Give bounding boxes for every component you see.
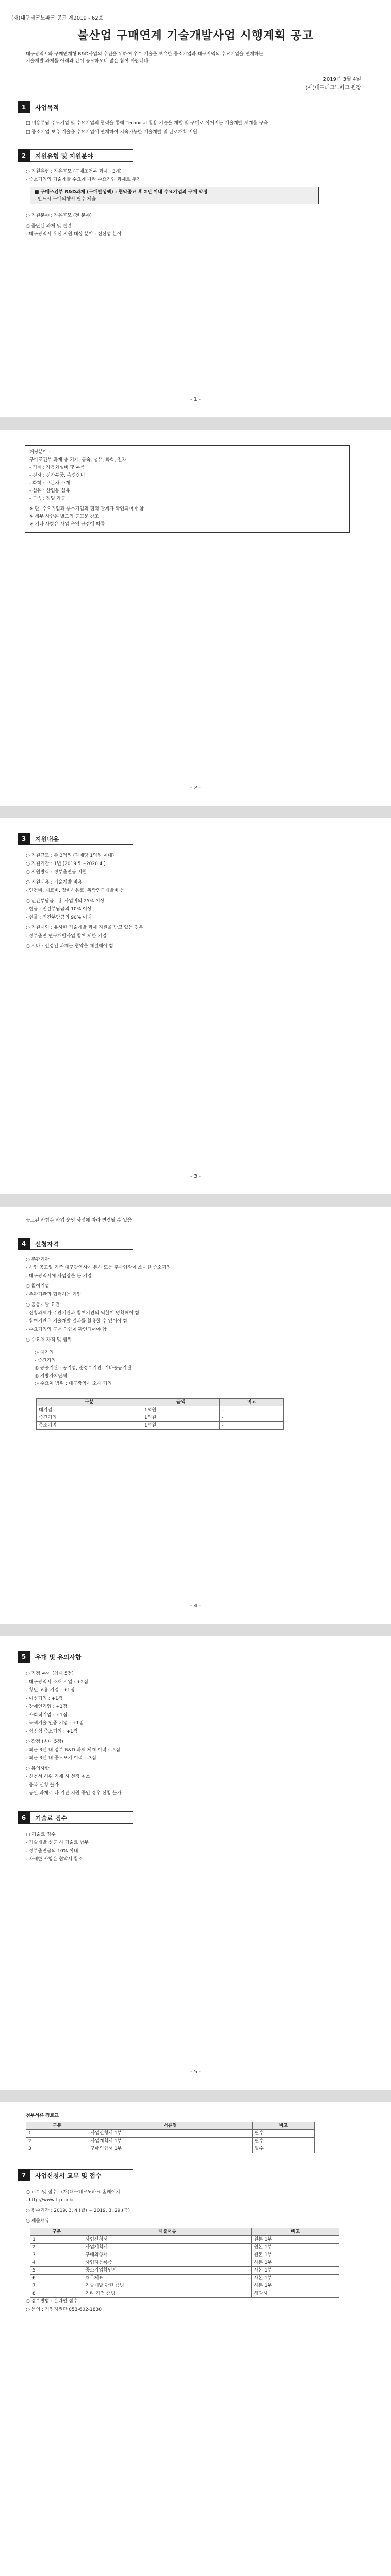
page-4 xyxy=(0,1207,391,1624)
box-line: - 기계 : 자동화설비 및 부품 xyxy=(29,465,85,470)
page-2 xyxy=(0,430,391,806)
table-cell: 중견기업 xyxy=(37,1414,142,1422)
s7-tail-line: ○ 접수방법 : 온라인 접수 xyxy=(26,2299,78,2304)
table-cell: 3 xyxy=(30,2251,83,2259)
s2-line-1: ○ 지원유형 : 자유공모 (구매조건부 과제 : 3개) xyxy=(26,169,122,174)
s7-tail-line: ○ 문의 : 기업지원단 053-602-1830 xyxy=(26,2307,102,2312)
column-header: 금액 xyxy=(142,1399,220,1406)
table-cell: 사본 1부 xyxy=(252,2267,339,2275)
page-3-tail: 공고된 사항은 사업 운영 사정에 따라 변경될 수 있음 xyxy=(26,1218,132,1223)
s5-line: ○ 감점 (최대 5점) xyxy=(26,1739,63,1744)
s6-line: - 기술개발 성공 시 기술료 납부 xyxy=(26,1840,89,1845)
table-row xyxy=(30,2236,339,2244)
s1-line-2: □ 중소기업 보유 기술을 수요기업에 연계하여 지속가능한 기술개발 및 판로개척 지원 xyxy=(26,130,198,135)
section-number: 2 xyxy=(18,149,30,162)
s5-line: ○ 가점 부여 (최대 5점) xyxy=(26,1671,74,1676)
s4-line: - 주관기관과 협력하는 기업 xyxy=(26,1292,82,1297)
box-line: - 중견기업 xyxy=(35,1358,56,1363)
page-separator xyxy=(0,2090,391,2102)
issuer: (재)대구테크노파크 원장 xyxy=(305,85,361,91)
table-cell: 사본 1부 xyxy=(252,2282,339,2290)
table-cell: 사업신청서 xyxy=(83,2236,252,2244)
box-line: - 섬유 : 산업용 섬유 xyxy=(29,488,70,494)
table-cell: 기술개발 관련 증빙 xyxy=(83,2282,252,2290)
table-cell: 5 xyxy=(30,2267,83,2275)
box-line: ◎ 대기업 xyxy=(35,1350,54,1355)
table-cell: 필수 xyxy=(252,2145,314,2153)
table-cell: - xyxy=(220,1422,284,1430)
table-cell: 대기업 xyxy=(37,1406,142,1414)
s3-line: ○ 민간부담금 : 총 사업비의 25% 이상 xyxy=(26,899,105,904)
s4-line: ○ 주관기관 xyxy=(26,1257,50,1262)
section-number: 6 xyxy=(18,1811,30,1824)
section-2-heading xyxy=(18,149,133,162)
table-cell: 2 xyxy=(26,2138,88,2145)
eligibility-table xyxy=(36,1398,284,1430)
table-cell: 6 xyxy=(30,2275,83,2282)
s5-line: - 사회적기업 : +1점 xyxy=(26,1713,68,1718)
s5-line: - 대구광역시 소재 기업 : +2점 xyxy=(26,1680,88,1685)
table-row xyxy=(26,2145,315,2153)
table-cell: 1억원 xyxy=(142,1406,220,1414)
table-row xyxy=(37,1422,284,1430)
intro-line-1: 대구광역시와 구매연계형 R&D사업의 추진을 위하여 우수 기술을 보유한 중소기업과 대구지역의 수요기업을 연계하는 xyxy=(26,52,264,57)
s2-line-2: - 중소기업의 기술개발 수요에 따라 수요기업 과제로 추진 xyxy=(26,177,141,182)
table-row xyxy=(30,2244,339,2251)
table-cell: 3 xyxy=(26,2145,88,2153)
doc-number: (재)대구테크노파크 공고 제2019 - 62호 xyxy=(11,15,104,21)
table-row xyxy=(26,2130,315,2138)
s4-line: - 신청과제가 주관기관과 참여기관의 역할이 명확해야 함 xyxy=(26,1311,140,1316)
column-header: 구분 xyxy=(37,1399,142,1406)
table-cell: 1억원 xyxy=(142,1422,220,1430)
page-separator xyxy=(0,1624,391,1636)
section-title: 우대 및 유의사항 xyxy=(30,1651,133,1663)
s4-line: - 대구광역시에 사업장을 둔 기업 xyxy=(26,1274,92,1279)
table-cell: 사본 1부 xyxy=(252,2275,339,2282)
box-line: ◎ 지방자치단체 xyxy=(35,1374,67,1379)
table-row xyxy=(30,2282,339,2290)
s5-line: - 여성기업 : +1점 xyxy=(26,1696,63,1701)
s5-line: - 녹색기술 인증 기업 : +1점 xyxy=(26,1721,84,1726)
box-line: 구매조건부 과제 중 기계, 금속, 섬유, 화학, 전자 xyxy=(29,457,126,463)
column-header: 비고 xyxy=(252,2228,339,2236)
column-header: 구분 xyxy=(30,2228,83,2236)
section-title: 지원유형 및 지원분야 xyxy=(30,149,133,162)
section-4-heading xyxy=(18,1238,133,1250)
s7-line: ○ 교부 및 접수 : (재)대구테크노파크 홈페이지 xyxy=(26,2190,120,2195)
s2-line-6: ○ 중단된 과제 및 관련 xyxy=(26,224,72,229)
page-6 xyxy=(0,2102,391,2576)
s5-line: - 동일 과제로 타 기관 지원 중인 경우 신청 불가 xyxy=(26,1791,122,1796)
section-number: 3 xyxy=(18,833,30,845)
s5-line: - 신청서 허위 기재 시 선정 취소 xyxy=(26,1774,90,1780)
page-number: - 2 - xyxy=(190,785,201,791)
table-cell: 필수 xyxy=(252,2138,314,2145)
table-cell: 사본 1부 xyxy=(252,2259,339,2267)
eligibility-box xyxy=(30,1347,339,1391)
table-cell: 원본 1부 xyxy=(252,2251,339,2259)
submission-table xyxy=(30,2228,339,2298)
s2-line-5: ○ 지원분야 : 자유공모 (전 분야) xyxy=(26,213,92,218)
s2-line-7: - 대구광역시 우선 지원 대상 분야 : 신산업 분야 xyxy=(26,232,122,237)
page-title: 불산업 구매연계 기술개발사업 시행계획 공고 xyxy=(77,29,314,42)
table-cell: 원본 1부 xyxy=(252,2244,339,2251)
s5-line: - 장애인기업 : +1점 xyxy=(26,1704,68,1709)
s3-line: ○ 지원내용 : 기술개발 비용 xyxy=(26,880,83,885)
s4-line: ○ 수요처 자격 및 범위 xyxy=(26,1337,72,1343)
section-title: 기술료 징수 xyxy=(30,1811,133,1824)
box-line: ※ 세부 사항은 별도의 공고문 참조 xyxy=(29,514,99,519)
s3-line: ○ 지원방식 : 정부출연금 지원 xyxy=(26,870,87,875)
page-1 xyxy=(0,0,391,417)
table-cell: 해당시 xyxy=(252,2290,339,2298)
section-1-heading xyxy=(18,101,133,113)
table-cell: 원본 1부 xyxy=(252,2236,339,2244)
table-cell: 사업계획서 xyxy=(83,2244,252,2251)
section-title: 사업목적 xyxy=(30,101,133,113)
table-cell: 중소기업 xyxy=(37,1422,142,1430)
s4-line: - 수요기업의 구매 의향이 확인되어야 함 xyxy=(26,1327,107,1332)
table-row xyxy=(30,2267,339,2275)
s5-line: - 중복 신청 불가 xyxy=(26,1783,59,1788)
section-7-heading xyxy=(18,2169,133,2181)
table-row xyxy=(26,2138,315,2145)
table-row xyxy=(30,2251,339,2259)
table-cell: - xyxy=(220,1414,284,1422)
page-separator xyxy=(0,1194,391,1207)
page-number: - 4 - xyxy=(190,1603,201,1609)
table-cell: 구매의향서 1부 xyxy=(88,2145,252,2153)
s5-line: ○ 유의사항 xyxy=(26,1766,50,1771)
section-number: 5 xyxy=(18,1651,30,1663)
table-cell: 사업신청서 1부 xyxy=(88,2130,252,2138)
s4-line: ○ 공동개발 요건 xyxy=(26,1302,60,1308)
s6-line: □ 기술료 징수 xyxy=(26,1832,56,1837)
box-line: ◎ 공공기관 : 공기업, 준정부기관, 기타공공기관 xyxy=(35,1366,132,1371)
table-cell: 1 xyxy=(30,2236,83,2244)
table-cell: 구매의향서 xyxy=(83,2251,252,2259)
s3-line: - 현금 : 민간부담금의 10% 이상 xyxy=(26,907,92,912)
box-line: ※ 기타 사항은 사업 운영 규정에 따름 xyxy=(29,522,105,527)
table-row xyxy=(37,1414,284,1422)
s2-highlight-line: ■ 구매조건부 R&D과제 (구매발생액) : 협약종료 후 2년 이내 수요기업의 구매 약정 xyxy=(35,190,208,195)
highlight-box xyxy=(30,187,319,204)
section-number: 4 xyxy=(18,1238,30,1250)
s1-line-1: □ 비용부담 주도기업 및 수요기업의 협력을 통해 Technical 활용 기술을 개발 및 구매로 이어지는 기술개발 체계를 구축 xyxy=(26,121,268,126)
column-header: 구분 xyxy=(26,2122,88,2130)
table-cell: - xyxy=(220,1406,284,1414)
page-3 xyxy=(0,818,391,1194)
table-cell: 1억원 xyxy=(142,1414,220,1422)
s2-highlight-sub: - 반드시 구매의향서 필수 제출 xyxy=(35,197,96,202)
checklist-title: 첨부서류 검토표 xyxy=(26,2113,59,2119)
table-cell: 2 xyxy=(30,2244,83,2251)
s5-line: - 혁신형 중소기업 : +1점 xyxy=(26,1729,78,1734)
box-line: - 화학 : 고분자 소재 xyxy=(29,481,70,486)
table-cell: 4 xyxy=(30,2259,83,2267)
table-row xyxy=(30,2290,339,2298)
section-number: 1 xyxy=(18,101,30,113)
table-cell: 사업자등록증 xyxy=(83,2259,252,2267)
s4-line: - 사업 공고일 기준 대구광역시에 본사 또는 주사업장이 소재한 중소기업 xyxy=(26,1265,171,1270)
page-number: - 5 - xyxy=(190,2069,201,2075)
s5-line: - 청년 고용 기업 : +1점 xyxy=(26,1688,75,1693)
s4-line: ○ 참여기업 xyxy=(26,1284,50,1289)
table-cell: 필수 xyxy=(252,2130,314,2138)
s3-line: ○ 기타 : 선정된 과제는 협약을 체결해야 함 xyxy=(26,944,114,949)
s4-line: - 참여기관은 기술개발 결과를 활용할 수 있어야 함 xyxy=(26,1319,128,1324)
s3-line: - 현물 : 민간부담금의 90% 이내 xyxy=(26,915,92,920)
box-line: ※ 단, 수요기업과 중소기업의 협력 관계가 확인되어야 함 xyxy=(29,506,144,512)
s3-line: ○ 지원규모 : 총 3억원 (과제당 1억원 이내) xyxy=(26,853,115,858)
s3-line: - 정부출연 연구개발사업 참여 제한 기업 xyxy=(26,934,107,939)
s6-line: - 자세한 사항은 협약서 참조 xyxy=(26,1857,83,1862)
s3-line: ○ 지원제외 : 유사한 기술개발 과제 지원을 받고 있는 경우 xyxy=(26,925,143,930)
box-line: - 금속 : 정밀 가공 xyxy=(29,496,66,501)
section-title: 신청자격 xyxy=(30,1238,133,1250)
s3-line: ○ 지원기간 : 1년 (2019.5.~2020.4.) xyxy=(26,861,106,867)
table-cell: 8 xyxy=(30,2290,83,2298)
table-cell: 7 xyxy=(30,2282,83,2290)
section-5-heading xyxy=(18,1651,133,1663)
table-cell: 1 xyxy=(26,2130,88,2138)
checklist-table xyxy=(26,2122,315,2153)
column-header: 비고 xyxy=(220,1399,284,1406)
date: 2019년 3월 4일 xyxy=(323,77,361,82)
box-line: ◎ 수요처 범위 : 대구광역시 소재 기업 xyxy=(35,1381,112,1386)
s6-line: - 정부출연금의 10% 이내 xyxy=(26,1849,78,1854)
intro-line-2: 기술개발 과제를 아래와 같이 공모하오니 많은 참여 바랍니다. xyxy=(26,59,150,64)
column-header: 서류명 xyxy=(88,2122,252,2130)
table-row xyxy=(30,2259,339,2267)
s7-line: - http://www.ttp.or.kr xyxy=(26,2198,74,2203)
box-line: 해당분야 : xyxy=(29,450,51,455)
section-title: 지원내용 xyxy=(30,833,133,845)
page-number: - 1 - xyxy=(190,397,201,402)
table-row xyxy=(30,2275,339,2282)
s7-line: ○ 접수기간 : 2019. 3. 4.(월) ~ 2019. 3. 29.(금) xyxy=(26,2208,130,2213)
page-5 xyxy=(0,1636,391,2090)
notice-box xyxy=(25,445,350,533)
table-row xyxy=(37,1406,284,1414)
table-cell: 재무제표 xyxy=(83,2275,252,2282)
page-separator xyxy=(0,806,391,818)
page-separator xyxy=(0,417,391,430)
page-number: - 3 - xyxy=(190,1174,201,1179)
table-cell: 기타 가점 증빙 xyxy=(83,2290,252,2298)
section-number: 7 xyxy=(18,2169,30,2181)
s7-line: ○ 제출서류 xyxy=(26,2218,50,2224)
column-header: 제출서류 xyxy=(83,2228,252,2236)
table-cell: 중소기업확인서 xyxy=(83,2267,252,2275)
column-header: 비고 xyxy=(252,2122,314,2130)
section-3-heading xyxy=(18,833,133,845)
s3-line: - 인건비, 재료비, 장비사용료, 위탁연구개발비 등 xyxy=(26,888,125,893)
s5-line: - 최근 3년 내 정부 R&D 과제 제재 이력 : -5점 xyxy=(26,1748,120,1753)
box-line: - 전자 : 전자부품, 측정장비 xyxy=(29,473,85,478)
section-6-heading xyxy=(18,1811,133,1824)
section-title: 사업신청서 교부 및 접수 xyxy=(30,2169,133,2181)
s5-line: - 최근 3년 내 중도포기 이력 : -3점 xyxy=(26,1756,96,1761)
table-cell: 사업계획서 1부 xyxy=(88,2138,252,2145)
